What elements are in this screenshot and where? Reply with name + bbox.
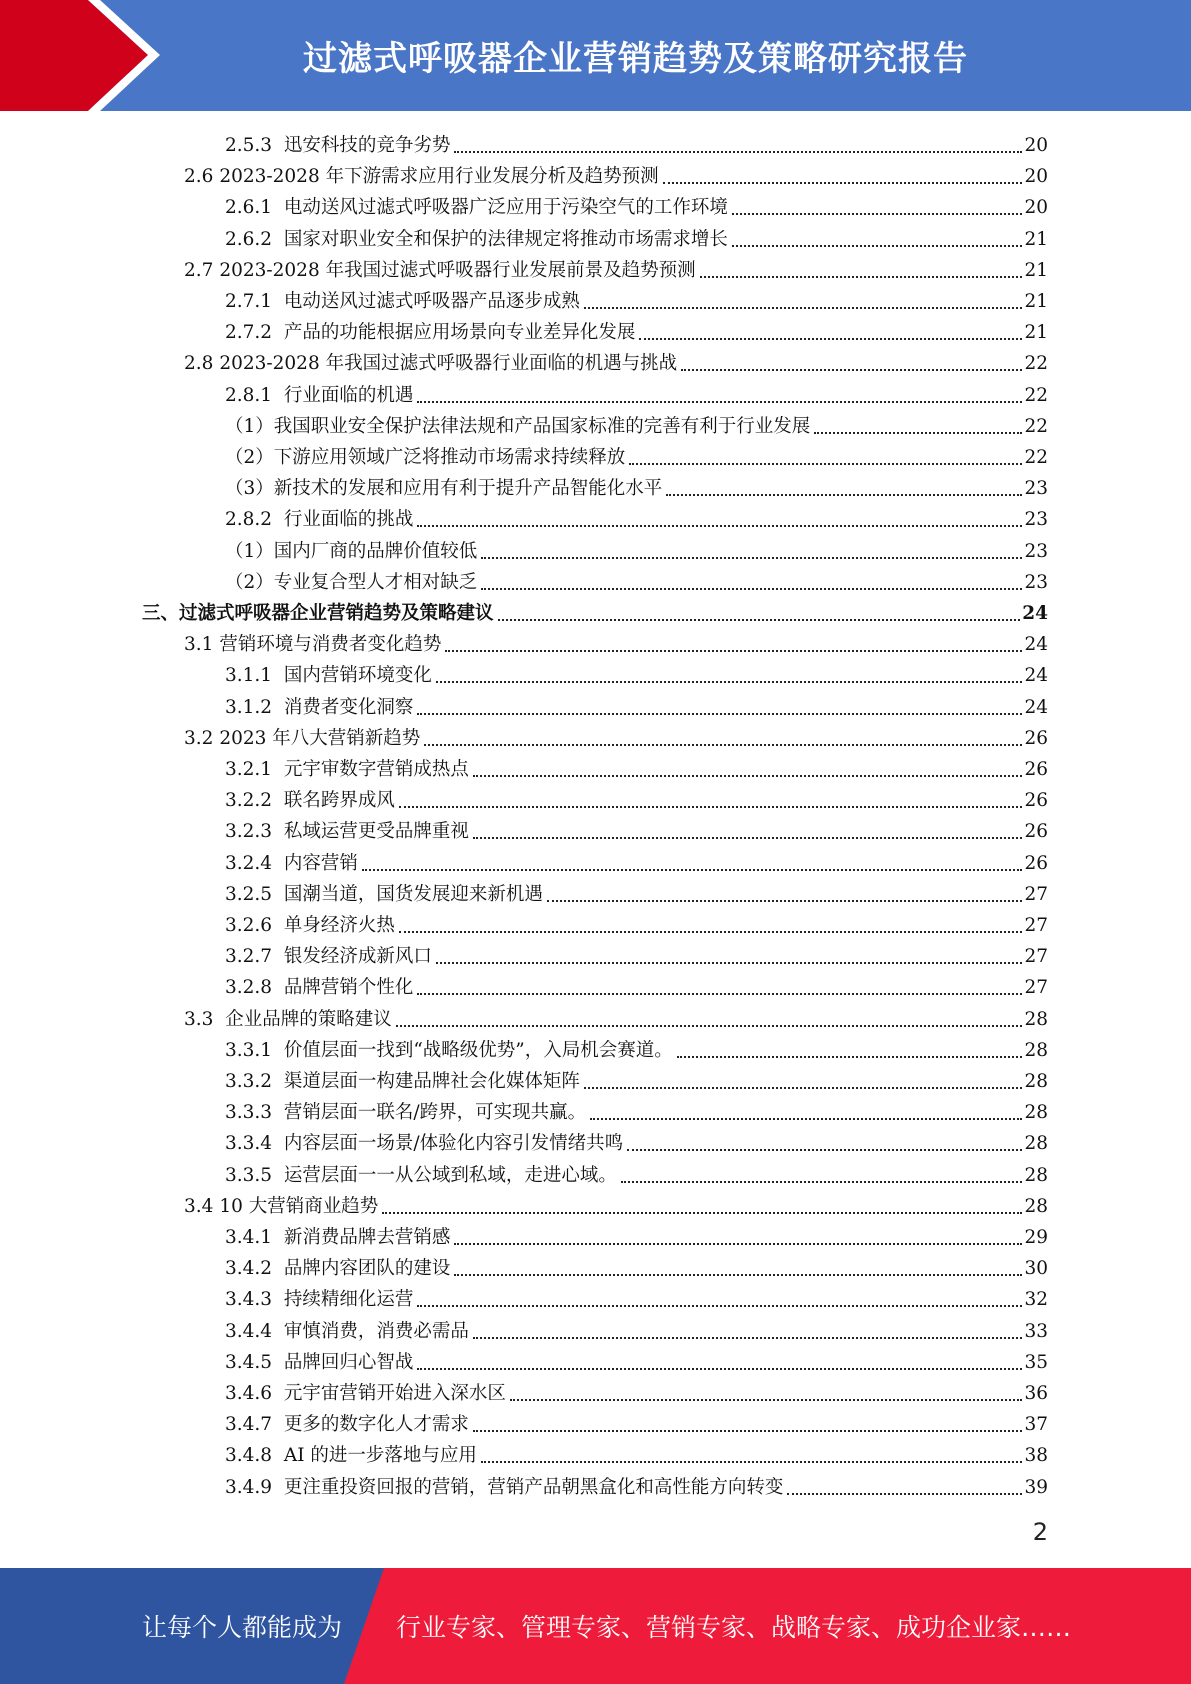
toc-entry-number: 2.5.3: [225, 135, 273, 156]
toc-entry-number: 3.4.5: [225, 1351, 273, 1373]
toc-entry-page: 24: [1024, 665, 1048, 687]
toc-leader-dots: [629, 463, 1022, 465]
toc-entry[interactable]: [225, 1125, 1048, 1156]
toc-entry[interactable]: [184, 1001, 1048, 1032]
toc-entry-page: 24: [1024, 696, 1048, 718]
toc-entry-title: 营销层面一联名/跨界，可实现共赢。: [283, 1102, 587, 1124]
toc-entry-page: 39: [1024, 1476, 1048, 1498]
toc-entry[interactable]: [225, 657, 1048, 688]
toc-entry[interactable]: [225, 564, 1048, 595]
toc-entry[interactable]: [225, 189, 1048, 220]
toc-entry-number: 2.8.2: [225, 509, 273, 531]
toc-entry[interactable]: [142, 595, 1048, 626]
toc-entry-title: 新消费品牌去营销感: [283, 1227, 451, 1248]
toc-entry-title: 消费者变化洞察: [283, 696, 414, 718]
toc-entry-number: （1）: [225, 415, 274, 437]
toc-leader-dots: [417, 713, 1022, 715]
toc-entry[interactable]: [225, 533, 1048, 564]
toc-entry-page: 29: [1024, 1227, 1048, 1248]
toc-entry-number: （2）: [225, 447, 274, 468]
toc-entry-title: 过滤式呼吸器企业营销趋势及策略建议: [179, 603, 494, 624]
toc-entry[interactable]: [225, 501, 1048, 532]
toc-leader-dots: [473, 1337, 1023, 1339]
toc-leader-dots: [666, 494, 1022, 496]
toc-entry[interactable]: [225, 1063, 1048, 1094]
toc-entry-title: 迅安科技的竞争劣势: [283, 135, 451, 156]
toc-entry-page: 24: [1022, 603, 1048, 624]
toc-leader-dots: [814, 432, 1022, 434]
footer-slogan-left: 让每个人都能成为: [142, 1613, 343, 1642]
toc-entry-page: 26: [1024, 790, 1048, 812]
toc-entry[interactable]: [225, 408, 1048, 439]
toc-entry[interactable]: [225, 1437, 1048, 1468]
toc-entry-page: 22: [1024, 415, 1048, 437]
toc-entry[interactable]: [225, 938, 1048, 969]
toc-entry-title: 银发经济成新风口: [283, 946, 432, 968]
toc-entry[interactable]: [225, 283, 1048, 314]
toc-entry-title: 新技术的发展和应用有利于提升产品智能化水平: [273, 478, 663, 500]
toc-entry-page: 28: [1024, 1071, 1048, 1092]
toc-entry-title: 2023-2028 年我国过滤式呼吸器行业发展前景及趋势预测: [219, 259, 696, 281]
toc-entry-page: 21: [1024, 291, 1048, 312]
toc-entry-number: 3.4.2: [225, 1258, 273, 1280]
toc-entry[interactable]: [225, 1219, 1048, 1250]
toc-entry-page: 28: [1024, 1008, 1048, 1030]
toc-entry-title: 品牌回归心智战: [283, 1351, 414, 1373]
toc-entry[interactable]: [225, 439, 1048, 470]
toc-entry-title: 更多的数字化人才需求: [283, 1414, 469, 1436]
toc-entry-page: 28: [1024, 1195, 1048, 1217]
toc-entry-number: 2.8: [184, 353, 214, 375]
toc-leader-dots: [732, 213, 1023, 215]
toc-entry[interactable]: [225, 127, 1048, 158]
toc-leader-dots: [436, 962, 1023, 964]
toc-entry[interactable]: [225, 1344, 1048, 1375]
toc-leader-dots: [787, 1493, 1022, 1495]
toc-entry-page: 32: [1024, 1289, 1048, 1311]
toc-entry-page: 22: [1024, 447, 1048, 468]
toc-entry-number: 三、: [142, 603, 180, 624]
toc-entry-number: 3.3.3: [225, 1102, 273, 1124]
toc-entry-number: 3.3.5: [225, 1164, 273, 1186]
toc-leader-dots: [481, 588, 1022, 590]
toc-entry-title: 国潮当道，国货发展迎来新机遇: [283, 883, 543, 905]
toc-entry-number: 3.3.2: [225, 1071, 273, 1092]
toc-entry[interactable]: [184, 1188, 1048, 1219]
toc-entry-title: 价值层面一找到“战略级优势”，入局机会赛道。: [283, 1039, 673, 1061]
toc-entry-title: 内容层面一场景/体验化内容引发情绪共鸣: [283, 1133, 624, 1155]
toc-entry-number: 3.2.4: [225, 852, 273, 874]
toc-entry[interactable]: [225, 751, 1048, 782]
toc-entry[interactable]: [184, 720, 1048, 751]
toc-entry-title: 我国职业安全保护法律法规和产品国家标准的完善有利于行业发展: [273, 415, 811, 437]
toc-entry-page: 36: [1024, 1383, 1048, 1404]
toc-entry-number: 3.1.1: [225, 665, 273, 687]
toc-entry-page: 20: [1024, 135, 1048, 156]
toc-entry[interactable]: [225, 1375, 1048, 1406]
toc-entry-page: 26: [1024, 759, 1048, 780]
toc-entry[interactable]: [225, 782, 1048, 813]
toc-leader-dots: [454, 151, 1022, 153]
toc-entry-page: 28: [1024, 1039, 1048, 1061]
toc-entry-page: 30: [1024, 1258, 1048, 1280]
toc-entry-page: 27: [1024, 915, 1048, 936]
toc-entry[interactable]: [184, 252, 1048, 283]
toc-entry-page: 27: [1024, 883, 1048, 905]
toc-entry-page: 38: [1024, 1445, 1048, 1467]
toc-entry[interactable]: [225, 1250, 1048, 1281]
toc-entry-number: 3.3: [184, 1008, 220, 1030]
toc-entry-number: 2.7.1: [225, 291, 273, 312]
toc-entry-number: 3.2.1: [225, 759, 273, 780]
toc-entry[interactable]: [225, 1313, 1048, 1344]
toc-entry[interactable]: [225, 1281, 1048, 1312]
toc-entry-page: 21: [1024, 228, 1048, 250]
toc-leader-dots: [590, 1118, 1022, 1120]
toc-entry-page: 26: [1024, 852, 1048, 874]
toc-leader-dots: [677, 1056, 1023, 1058]
toc-entry-title: 国家对职业安全和保护的法律规定将推动市场需求增长: [283, 228, 728, 250]
toc-entry[interactable]: [225, 907, 1048, 938]
toc-entry-title: 联名跨界成风: [283, 790, 395, 812]
toc-entry-page: 22: [1024, 384, 1048, 406]
toc-leader-dots: [417, 1368, 1022, 1370]
toc-entry[interactable]: [184, 626, 1048, 657]
toc-leader-dots: [627, 1149, 1022, 1151]
toc-entry-number: 3.4: [184, 1195, 214, 1217]
toc-entry-page: 28: [1024, 1133, 1048, 1155]
toc-leader-dots: [424, 744, 1022, 746]
toc-entry-number: 3.4.7: [225, 1414, 273, 1436]
toc-entry-page: 20: [1024, 166, 1048, 188]
toc-leader-dots: [547, 900, 1023, 902]
toc-entry-title: 更注重投资回报的营销，营销产品朝黑盒化和高性能方向转变: [283, 1476, 784, 1498]
toc-entry-number: 2.7: [184, 259, 214, 281]
toc-leader-dots: [510, 1399, 1023, 1401]
toc-entry-title: 审慎消费，消费必需品: [283, 1320, 469, 1342]
toc-entry-number: 2.6: [184, 166, 214, 188]
toc-entry-page: 27: [1024, 977, 1048, 999]
toc-entry-title: 国内营销环境变化: [283, 665, 432, 687]
toc-entry-page: 37: [1024, 1414, 1048, 1436]
footer-slogan-right: 行业专家、管理专家、营销专家、战略专家、成功企业家……: [396, 1613, 1072, 1642]
toc-entry-page: 23: [1024, 571, 1048, 593]
toc-leader-dots: [399, 806, 1023, 808]
toc-entry-page: 28: [1024, 1102, 1048, 1124]
toc-entry[interactable]: [225, 1157, 1048, 1188]
toc-entry-title: 营销环境与消费者变化趋势: [219, 634, 442, 656]
toc-entry-title: 专业复合型人才相对缺乏: [273, 571, 478, 593]
toc-leader-dots: [417, 993, 1022, 995]
toc-entry-title: 品牌内容团队的建设: [283, 1258, 451, 1280]
toc-entry-page: 33: [1024, 1320, 1048, 1342]
toc-leader-dots: [399, 931, 1023, 933]
toc-leader-dots: [473, 775, 1023, 777]
toc-entry[interactable]: [225, 377, 1048, 408]
toc-entry-title: 2023 年八大营销新趋势: [219, 727, 421, 749]
toc-entry-page: 26: [1024, 821, 1048, 843]
toc-entry-number: 2.6.2: [225, 228, 273, 250]
toc-entry-page: 23: [1024, 540, 1048, 562]
toc-entry-number: （3）: [225, 478, 274, 500]
toc-leader-dots: [681, 369, 1022, 371]
toc-entry[interactable]: [225, 1032, 1048, 1063]
toc-entry[interactable]: [225, 221, 1048, 252]
toc-leader-dots: [732, 245, 1023, 247]
toc-entry[interactable]: [184, 158, 1048, 189]
toc-entry-title: 电动送风过滤式呼吸器产品逐步成熟: [283, 291, 580, 312]
toc-entry-number: 2.7.2: [225, 322, 273, 344]
toc-entry[interactable]: [225, 1406, 1048, 1437]
toc-leader-dots: [417, 401, 1022, 403]
toc-entry-title: 企业品牌的策略建议: [225, 1008, 392, 1030]
toc-leader-dots: [417, 525, 1022, 527]
toc-entry-title: 10 大营销商业趋势: [219, 1195, 379, 1217]
toc-leader-dots: [454, 1243, 1022, 1245]
page-number: 2: [1032, 1518, 1048, 1546]
toc-entry-title: 国内厂商的品牌价值较低: [273, 540, 478, 562]
toc-leader-dots: [621, 1181, 1023, 1183]
toc-entry-number: 3.4.6: [225, 1383, 273, 1404]
toc-entry[interactable]: [225, 1094, 1048, 1125]
toc-leader-dots: [445, 650, 1022, 652]
toc-leader-dots: [417, 1305, 1022, 1307]
toc-entry[interactable]: [225, 1469, 1048, 1500]
toc-entry[interactable]: [225, 314, 1048, 345]
toc-entry-title: 2023-2028 年我国过滤式呼吸器行业面临的机遇与挑战: [219, 353, 678, 375]
toc-entry-number: 3.2.2: [225, 790, 273, 812]
toc-entry-title: 元宇审数字营销成热点: [283, 759, 469, 780]
toc-leader-dots: [700, 276, 1023, 278]
toc-entry-title: 内容营销: [283, 852, 358, 874]
toc-entry[interactable]: [225, 969, 1048, 1000]
toc-entry[interactable]: [225, 876, 1048, 907]
toc-leader-dots: [481, 1461, 1023, 1463]
toc-entry-number: 3.3.1: [225, 1039, 273, 1061]
toc-leader-dots: [473, 1430, 1023, 1432]
page-title: 过滤式呼吸器企业营销趋势及策略研究报告: [303, 39, 968, 79]
toc-entry-title: 下游应用领域广泛将推动市场需求持续释放: [273, 447, 626, 468]
toc-entry-page: 21: [1024, 322, 1048, 344]
toc-entry[interactable]: [225, 689, 1048, 720]
footer-banner: [0, 1568, 1191, 1684]
toc-entry-number: （2）: [225, 571, 274, 593]
toc-entry-number: 3.2.8: [225, 977, 273, 999]
toc-entry-title: 渠道层面一构建品牌社会化媒体矩阵: [283, 1071, 580, 1092]
toc-leader-dots: [481, 557, 1022, 559]
header-banner: [0, 0, 1191, 111]
toc-entry-number: 3.4.9: [225, 1476, 273, 1498]
toc-leader-dots: [584, 307, 1023, 309]
toc-leader-dots: [396, 1025, 1023, 1027]
toc-entry-number: （1）: [225, 540, 274, 562]
toc-entry-page: 21: [1024, 259, 1048, 281]
toc-entry-page: 20: [1024, 197, 1048, 219]
toc-entry-page: 28: [1024, 1164, 1048, 1186]
toc-entry-title: 运营层面一一从公域到私域，走进心域。: [283, 1164, 617, 1186]
toc-entry-title: 单身经济火热: [283, 915, 395, 936]
toc-entry-number: 3.4.1: [225, 1227, 273, 1248]
toc-leader-dots: [362, 869, 1023, 871]
toc-leader-dots: [498, 619, 1021, 621]
toc-entry-number: 3.2: [184, 727, 214, 749]
toc-leader-dots: [454, 1274, 1022, 1276]
toc-entry[interactable]: [225, 470, 1048, 501]
toc-entry-number: 3.2.5: [225, 883, 273, 905]
toc-leader-dots: [584, 1087, 1023, 1089]
toc-entry[interactable]: [184, 345, 1048, 376]
toc-entry-title: 元宇宙营销开始进入深水区: [283, 1383, 506, 1404]
toc-entry-page: 26: [1024, 727, 1048, 749]
toc-entry-title: 2023-2028 年下游需求应用行业发展分析及趋势预测: [219, 166, 659, 188]
toc-entry-title: 行业面临的挑战: [283, 509, 414, 531]
toc-entry[interactable]: [225, 845, 1048, 876]
toc-entry-page: 23: [1024, 509, 1048, 531]
toc-leader-dots: [473, 837, 1023, 839]
toc-entry[interactable]: [225, 813, 1048, 844]
toc-entry-title: 电动送风过滤式呼吸器广泛应用于污染空气的工作环境: [283, 197, 728, 219]
toc-entry-page: 27: [1024, 946, 1048, 968]
toc-entry-number: 3.4.4: [225, 1320, 273, 1342]
toc-leader-dots: [382, 1212, 1022, 1214]
toc-entry-page: 24: [1024, 634, 1048, 656]
toc-entry-title: AI 的进一步落地与应用: [283, 1445, 477, 1467]
toc-entry-number: 3.2.3: [225, 821, 273, 843]
toc-entry-title: 产品的功能根据应用场景向专业差异化发展: [283, 322, 636, 344]
toc-entry-number: 3.2.6: [225, 915, 273, 936]
toc-entry-number: 3.4.3: [225, 1289, 273, 1311]
toc-entry-title: 行业面临的机遇: [283, 384, 414, 406]
toc-entry-number: 2.6.1: [225, 197, 273, 219]
toc-entry-title: 私域运营更受品牌重视: [283, 821, 469, 843]
toc-entry-number: 2.8.1: [225, 384, 273, 406]
toc-leader-dots: [663, 182, 1023, 184]
toc-leader-dots: [639, 338, 1022, 340]
toc-entry-page: 35: [1024, 1351, 1048, 1373]
toc-leader-dots: [436, 681, 1023, 683]
toc-entry-page: 22: [1024, 353, 1048, 375]
toc-entry-number: 3.3.4: [225, 1133, 273, 1155]
toc-entry-number: 3.4.8: [225, 1445, 273, 1467]
toc-entry-title: 品牌营销个性化: [283, 977, 414, 999]
toc-entry-title: 持续精细化运营: [283, 1289, 414, 1311]
toc-entry-number: 3.1.2: [225, 696, 273, 718]
toc-entry-page: 23: [1024, 478, 1048, 500]
toc-entry-number: 3.1: [184, 634, 214, 656]
toc-entry-number: 3.2.7: [225, 946, 273, 968]
